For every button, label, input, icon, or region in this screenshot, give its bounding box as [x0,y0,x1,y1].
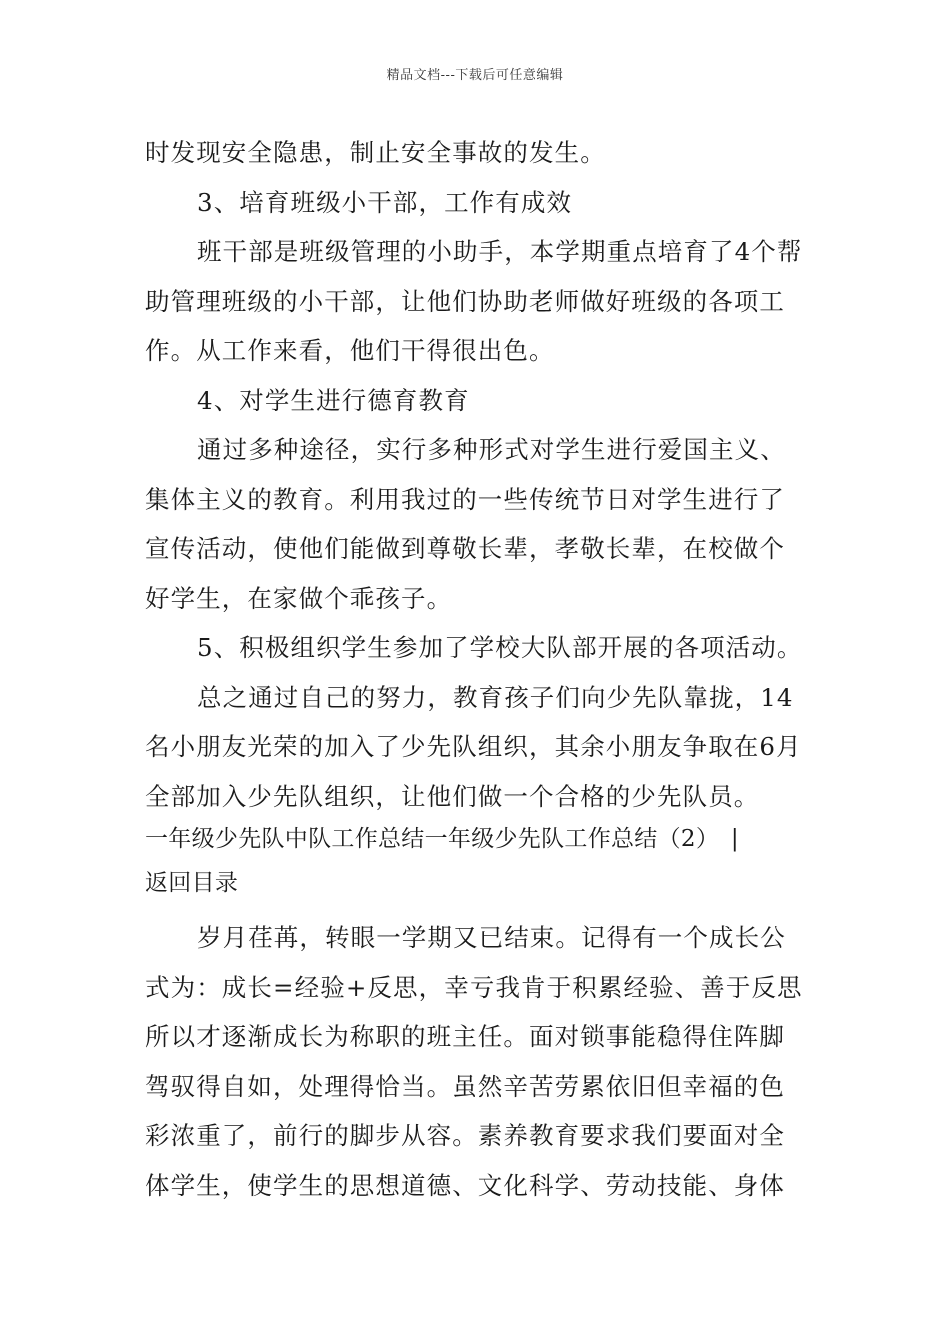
paragraph-line: 集体主义的教育。利用我过的一些传统节日对学生进行了 [145,484,785,514]
paragraph-line: 式为：成长=经验+反思，幸亏我肯于积累经验、善于反思 [145,972,803,1002]
section-heading: 4、对学生进行德育教育 [197,385,470,415]
paragraph-line: 通过多种途径，实行多种形式对学生进行爱国主义、 [197,435,786,464]
paragraph-line: 时发现安全隐患，制止安全事故的发生。 [145,138,606,167]
paragraph-line: 助管理班级的小干部，让他们协助老师做好班级的各项工 [145,286,785,316]
paragraph-line: 体学生，使学生的思想道德、文化科学、劳动技能、身体 [145,1170,785,1200]
paragraph-line: 全部加入少先队组织，让他们做一个合格的少先队员。 [145,781,760,811]
paragraph-line: 班干部是班级管理的小助手，本学期重点培育了4个帮 [197,237,803,266]
article-title: 一年级少先队中队工作总结一年级少先队工作总结（2） | [145,826,739,852]
paragraph-line: 驾驭得自如，处理得恰当。虽然辛苦劳累依旧但幸福的色 [145,1071,785,1101]
paragraph-line: 彩浓重了，前行的脚步从容。素养教育要求我们要面对全 [145,1121,785,1150]
section-heading: 3、培育班级小干部，工作有成效 [197,187,573,217]
back-to-toc-link[interactable]: 返回目录 [145,870,239,896]
paragraph-line: 宣传活动，使他们能做到尊敬长辈，孝敬长辈，在校做个 [145,534,785,563]
paragraph-line: 总之通过自己的努力，教育孩子们向少先队靠拢，14 [197,682,794,712]
paragraph-line: 好学生，在家做个乖孩子。 [145,583,453,613]
paragraph-line: 所以才逐渐成长为称职的班主任。面对锁事能稳得住阵脚 [145,1022,785,1051]
paragraph-line: 名小朋友光荣的加入了少先队组织，其余小朋友争取在6月 [145,732,802,761]
section-heading: 5、积极组织学生参加了学校大队部开展的各项活动。 [197,633,803,662]
paragraph-line: 作。从工作来看，他们干得很出色。 [145,336,555,365]
paragraph-line: 岁月荏苒，转眼一学期又已结束。记得有一个成长公 [197,923,786,952]
page-header: 精品文档---下载后可任意编辑 [386,68,564,83]
document-body [145,128,810,1210]
